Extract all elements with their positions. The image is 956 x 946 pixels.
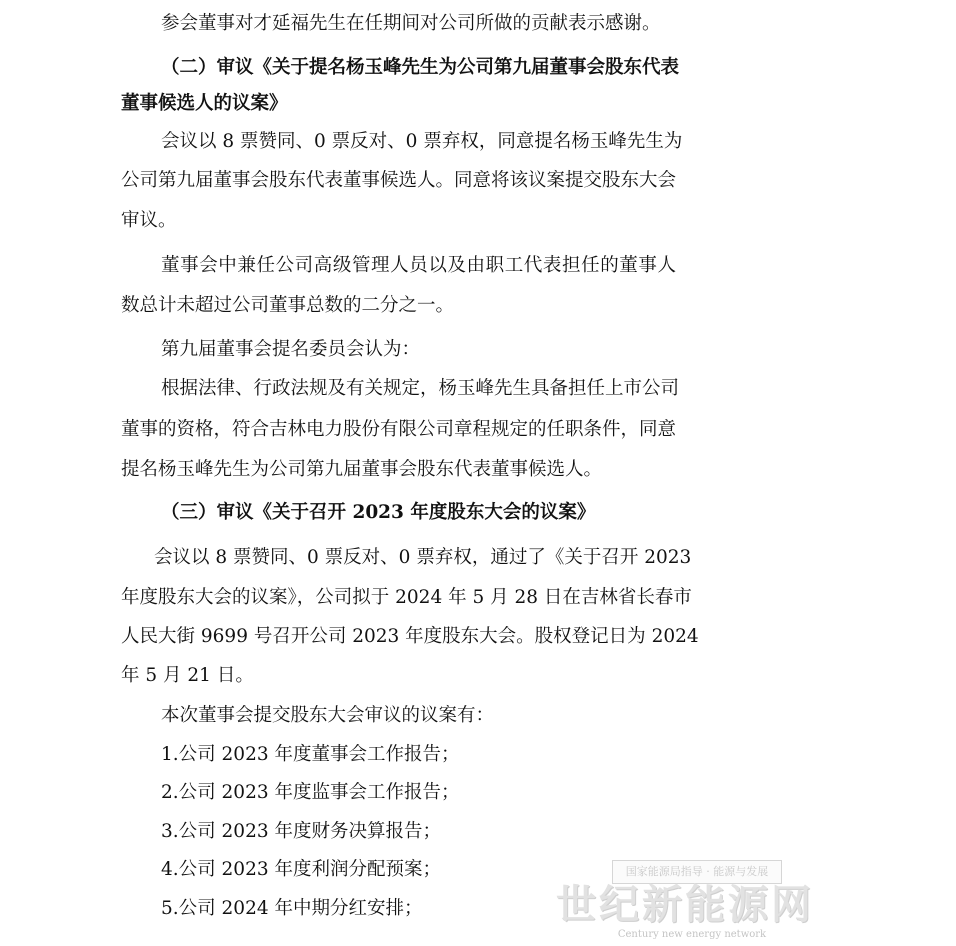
paragraph-line: 年度股东大会的议案》，公司拟于 2024 年 5 月 28 日在吉林省长春市 (121, 587, 692, 608)
paragraph-line: 本次董事会提交股东大会审议的议案有： (161, 705, 495, 726)
list-item: 4.公司 2023 年度利润分配预案； (161, 859, 441, 880)
section-heading: （二）审议《关于提名杨玉峰先生为公司第九届董事会股东代表 (161, 57, 680, 78)
list-item: 2.公司 2023 年度监事会工作报告； (161, 782, 460, 803)
paragraph-line: 董事会中兼任公司高级管理人员以及由职工代表担任的董事人 (161, 255, 676, 276)
watermark-caption-box: 国家能源局指导 · 能源与发展 (612, 860, 782, 884)
paragraph-line: 会议以 8 票赞同、0 票反对、0 票弃权，同意提名杨玉峰先生为 (161, 131, 683, 152)
paragraph-line: 数总计未超过公司董事总数的二分之一。 (121, 295, 455, 316)
paragraph-line: 人民大街 9699 号召开公司 2023 年度股东大会。股权登记日为 2024 (121, 626, 699, 647)
paragraph-line: 董事的资格，符合吉林电力股份有限公司章程规定的任职条件，同意 (121, 419, 677, 440)
paragraph-line: 参会董事对才延福先生在任期间对公司所做的贡献表示感谢。 (161, 13, 661, 34)
watermark-subtitle: Century new energy network (617, 929, 767, 940)
paragraph-line: 公司第九届董事会股东代表董事候选人。同意将该议案提交股东大会 (121, 170, 677, 191)
paragraph-line: 年 5 月 21 日。 (121, 665, 254, 686)
paragraph-line: 根据法律、行政法规及有关规定，杨玉峰先生具备担任上市公司 (161, 378, 680, 399)
section-heading: （三）审议《关于召开 2023 年度股东大会的议案》 (161, 502, 596, 523)
list-item: 3.公司 2023 年度财务决算报告； (161, 821, 441, 842)
paragraph-line: 审议。 (121, 210, 177, 231)
watermark-logo: 世纪新能源网 (556, 882, 814, 928)
list-item: 1.公司 2023 年度董事会工作报告； (161, 744, 460, 765)
paragraph-line: 提名杨玉峰先生为公司第九届董事会股东代表董事候选人。 (121, 459, 603, 480)
paragraph-line: 会议以 8 票赞同、0 票反对、0 票弃权，通过了《关于召开 2023 (154, 547, 692, 568)
section-heading: 董事候选人的议案》 (121, 93, 288, 114)
paragraph-line: 第九届董事会提名委员会认为： (161, 339, 421, 360)
list-item: 5.公司 2024 年中期分红安排； (161, 898, 423, 919)
